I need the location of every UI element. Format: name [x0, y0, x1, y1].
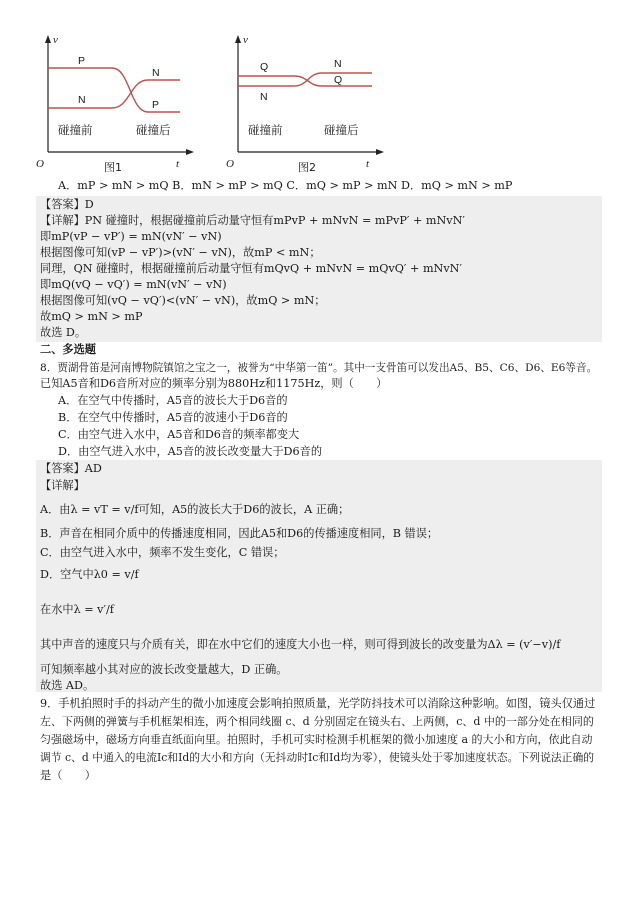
q8-change: 其中声音的速度只与介质有关，即在水中它们的速度大小也一样，则可得到波长的改变量为Δλ = (v′−v)/f: [40, 638, 561, 651]
fig2-q-curve: [238, 76, 372, 86]
q8-detail-head: 【详解】: [40, 479, 85, 492]
q7-analysis-1: 即mP(vP − vP′) = mN(vN′ − vN): [40, 230, 222, 243]
fig2-x-arrow: [376, 149, 384, 155]
q8-option-c: C．由空气进入水中，A5音和D6音的频率都变大: [58, 428, 300, 441]
fig1-x-arrow: [186, 149, 194, 155]
fig1-p-curve: [48, 68, 180, 112]
q7-analysis-6: 故mQ > mN > mP: [40, 310, 143, 323]
q9-line-1: 9．手机拍照时手的抖动产生的微小加速度会影响拍照质量，光学防抖技术可以消除这种影响。如图，镜头仅通过: [40, 697, 596, 710]
q8-option-a: A．在空气中传播时，A5音的波长大于D6音的: [58, 394, 288, 407]
fig1-v-label: v: [53, 34, 58, 46]
fig1-n-left: N: [78, 94, 86, 106]
q8-water: 在水中λ = v′/f: [40, 603, 114, 616]
q7-options: A．mP > mN > mQ B．mN > mP > mQ C．mQ > mP > mN D．mQ > mN > mP: [58, 179, 513, 192]
fig2-caption: 图2: [298, 161, 316, 174]
fig1-n-right: N: [152, 67, 160, 79]
fig1-n-curve: [48, 80, 180, 108]
fig1-before: 碰撞前: [58, 123, 93, 137]
q8-option-d: D．由空气进入水中，A5音的波长改变量大于D6音的: [58, 445, 323, 458]
q8-option-b: B．在空气中传播时，A5音的波速小于D6音的: [58, 411, 288, 424]
q9-line-4: 调节 c、d 中通入的电流Ic和Id的大小和方向（无抖动时Ic和Id均为零），使镜头处于零加速度状态。下列说法正确的: [40, 751, 595, 764]
q9-line-2: 左、下两侧的弹簧与手机框架相连，两个相同线圈 c、d 分别固定在镜头右、上两侧，c、d 中的一部分处在相同的: [40, 715, 594, 728]
q8-stem-1: 8．贾湖骨笛是河南博物院镇馆之宝之一，被誉为“中华第一笛”。其中一支骨笛可以发出A5、B5、C6、D6、E6等音。: [40, 362, 598, 374]
section-heading: 二、多选题: [40, 343, 96, 356]
fig1-caption: 图1: [104, 161, 122, 174]
fig2-t-label: t: [366, 158, 370, 170]
fig2-after: 碰撞后: [324, 123, 359, 137]
q8-conclude: 可知频率越小其对应的波长改变量越大，D 正确。: [40, 663, 288, 676]
fig2-y-arrow: [235, 35, 241, 43]
q8-detail-b: B．声音在相同介质中的传播速度相同，因此A5和D6的传播速度相同，B 错误；: [40, 527, 439, 540]
fig2-v-label: v: [243, 34, 248, 46]
fig1-o-label: O: [36, 158, 44, 170]
fig2-n-right: N: [334, 58, 342, 70]
q9-line-3: 匀强磁场中，磁场方向垂直纸面向里。拍照时，手机可实时检测手机框架的微小加速度 a 的大小和方向，依此自动: [40, 733, 593, 746]
fig1-t-label: t: [176, 158, 180, 170]
q7-answer: 【答案】D: [40, 198, 94, 211]
fig2-o-label: O: [226, 158, 234, 170]
q8-choose: 故选 AD。: [40, 679, 95, 692]
q7-analysis-3: 同理，QN 碰撞时，根据碰撞前后动量守恒有mQvQ + mNvN = mQvQ′ + mNvN′: [40, 262, 462, 275]
q8-detail-c: C．由空气进入水中，频率不发生变化，C 错误；: [40, 546, 285, 559]
fig1-y-arrow: [45, 35, 51, 43]
q7-analysis-2: 根据图像可知(vP − vP′)>(vN′ − vN)，故mP < mN；: [40, 246, 321, 259]
fig1-p-right: P: [152, 99, 160, 111]
q7-analysis-0: 【详解】PN 碰撞时，根据碰撞前后动量守恒有mPvP + mNvN = mPvP′ + mNvN′: [40, 214, 465, 227]
q8-detail-d: D．空气中λ0 = v/f: [40, 568, 139, 581]
q8-detail-a: A．由λ = vT = v/f可知，A5的波长大于D6的波长，A 正确；: [40, 503, 350, 516]
figure-2: [224, 30, 394, 180]
fig1-after: 碰撞后: [136, 123, 171, 137]
q7-analysis-4: 即mQ(vQ − vQ′) = mN(vN′ − vN): [40, 278, 227, 291]
q8-answer: 【答案】AD: [40, 462, 102, 475]
q7-analysis-7: 故选 D。: [40, 326, 87, 339]
fig2-n-left: N: [260, 91, 268, 103]
q7-analysis-5: 根据图像可知(vQ − vQ′)<(vN′ − vN)，故mQ > mN；: [40, 294, 326, 307]
fig2-before: 碰撞前: [248, 123, 283, 137]
fig2-q-right: Q: [334, 74, 343, 86]
fig1-p-left: P: [78, 55, 86, 67]
fig2-q-left: Q: [260, 61, 269, 73]
figure-1: [34, 30, 204, 180]
q9-line-5: 是（ ）: [40, 769, 96, 782]
q8-stem-2: 已知A5音和D6音所对应的频率分别为880Hz和1175Hz，则（ ）: [40, 377, 388, 390]
